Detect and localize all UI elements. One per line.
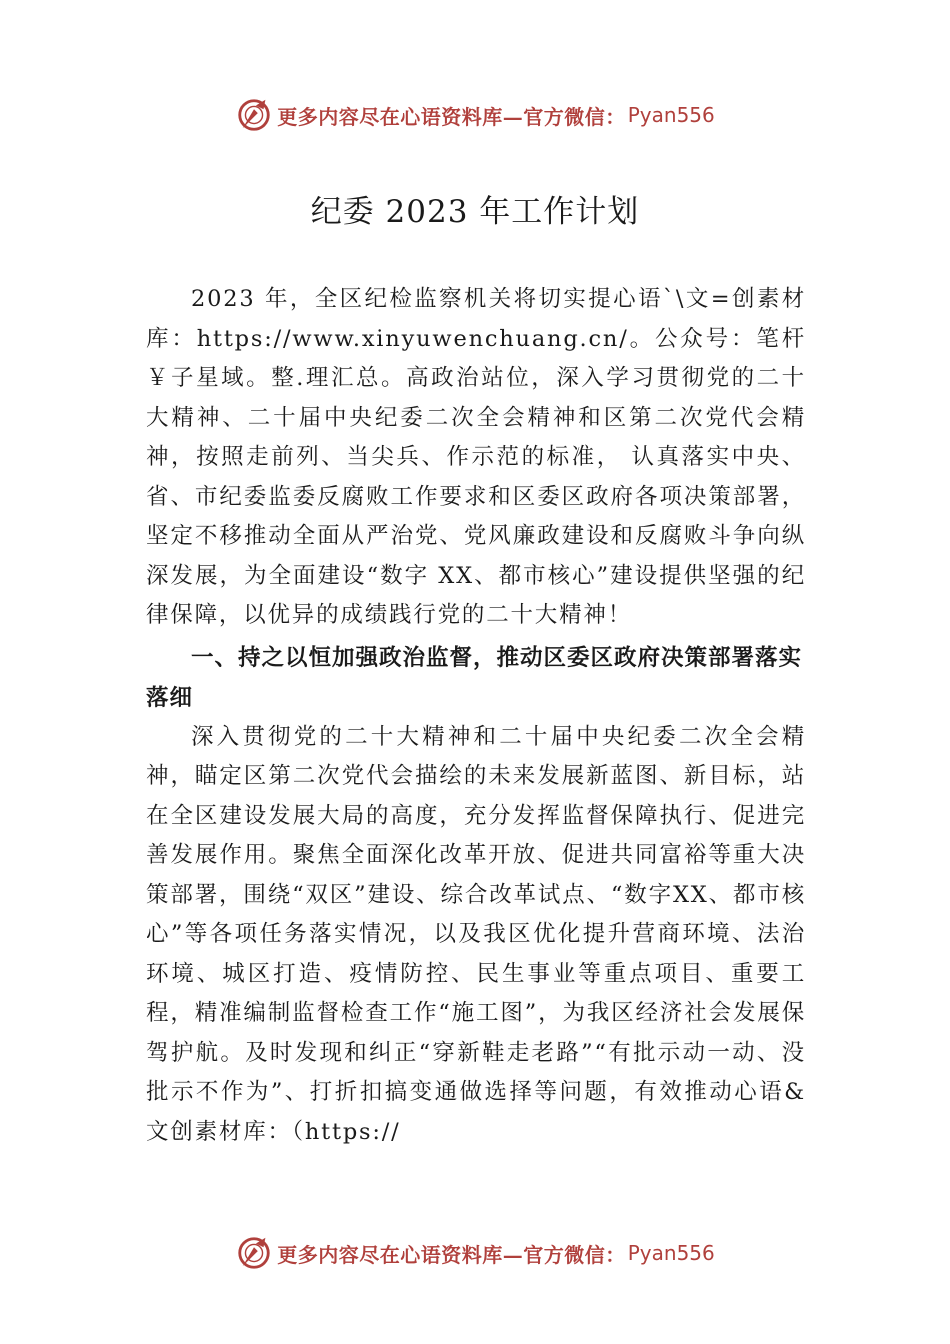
- banner-text: 更多内容尽在心语资料库—官方微信：: [277, 1242, 626, 1267]
- pen-nib-logo-icon: [235, 1234, 273, 1272]
- document-body: [146, 280, 806, 1152]
- pen-nib-logo-icon: [235, 96, 273, 134]
- section-1-paragraph: 深入贯彻党的二十大精神和二十届中央纪委二次全会精神，瞄定区第二次党代会描绘的未来发展新蓝图、新目标，站在全区建设发展大局的高度，充分发挥监督保障执行、促进完善发展作用。聚焦全面深化改革开放、促进共同富裕等重大决策部署，围绕“双区”建设、综合改革试点、“数字XX、都市核心”等各项任务落实情况，以及我区优化提升营商环境、法治环境、城区打造、疫情防控、民生事业等重点项目、重要工程，精准编制监督检查工作“施工图”，为我区经济社会发展保驾护航。及时发现和纠正“穿新鞋走老路”“有批示动一动、没批示不作为”、打折扣搞变通做选择等问题，有效推动心语&文创素材库：（https://: [146, 723, 806, 1145]
- banner-wechat-id: Pyan556: [627, 103, 715, 127]
- header-watermark-banner: [0, 95, 950, 135]
- banner-text: 更多内容尽在心语资料库—官方微信：: [277, 104, 626, 129]
- section-1-heading: 一、持之以恒加强政治监督，推动区委区政府决策部署落实落细: [146, 644, 803, 711]
- intro-paragraph: 2023 年，全区纪检监察机关将切实提心语`\文=创素材库：https://www.xinyuwenchuang.cn/。公众号：笔杆￥子星域。整.理汇总。高政治站位，深入学习贯彻党的二十大精神、二十届中央纪委二次全会精神和区第二次党代会精神，按照走前列、当尖兵、作示范的标准， 认真落实中央、省、市纪委监委反腐败工作要求和区委区政府各项决策部署，坚定不移推动全面从严治党、党风廉政建设和反腐败斗争向纵深发展，为全面建设“数字 XX、都市核心”建设提供坚强的纪律保障，以优异的成绩践行党的二十大精神！: [146, 286, 806, 628]
- banner-wechat-id: Pyan556: [627, 1241, 715, 1265]
- document-title: 纪委 2023 年工作计划: [310, 194, 640, 230]
- footer-watermark-banner: [0, 1233, 950, 1273]
